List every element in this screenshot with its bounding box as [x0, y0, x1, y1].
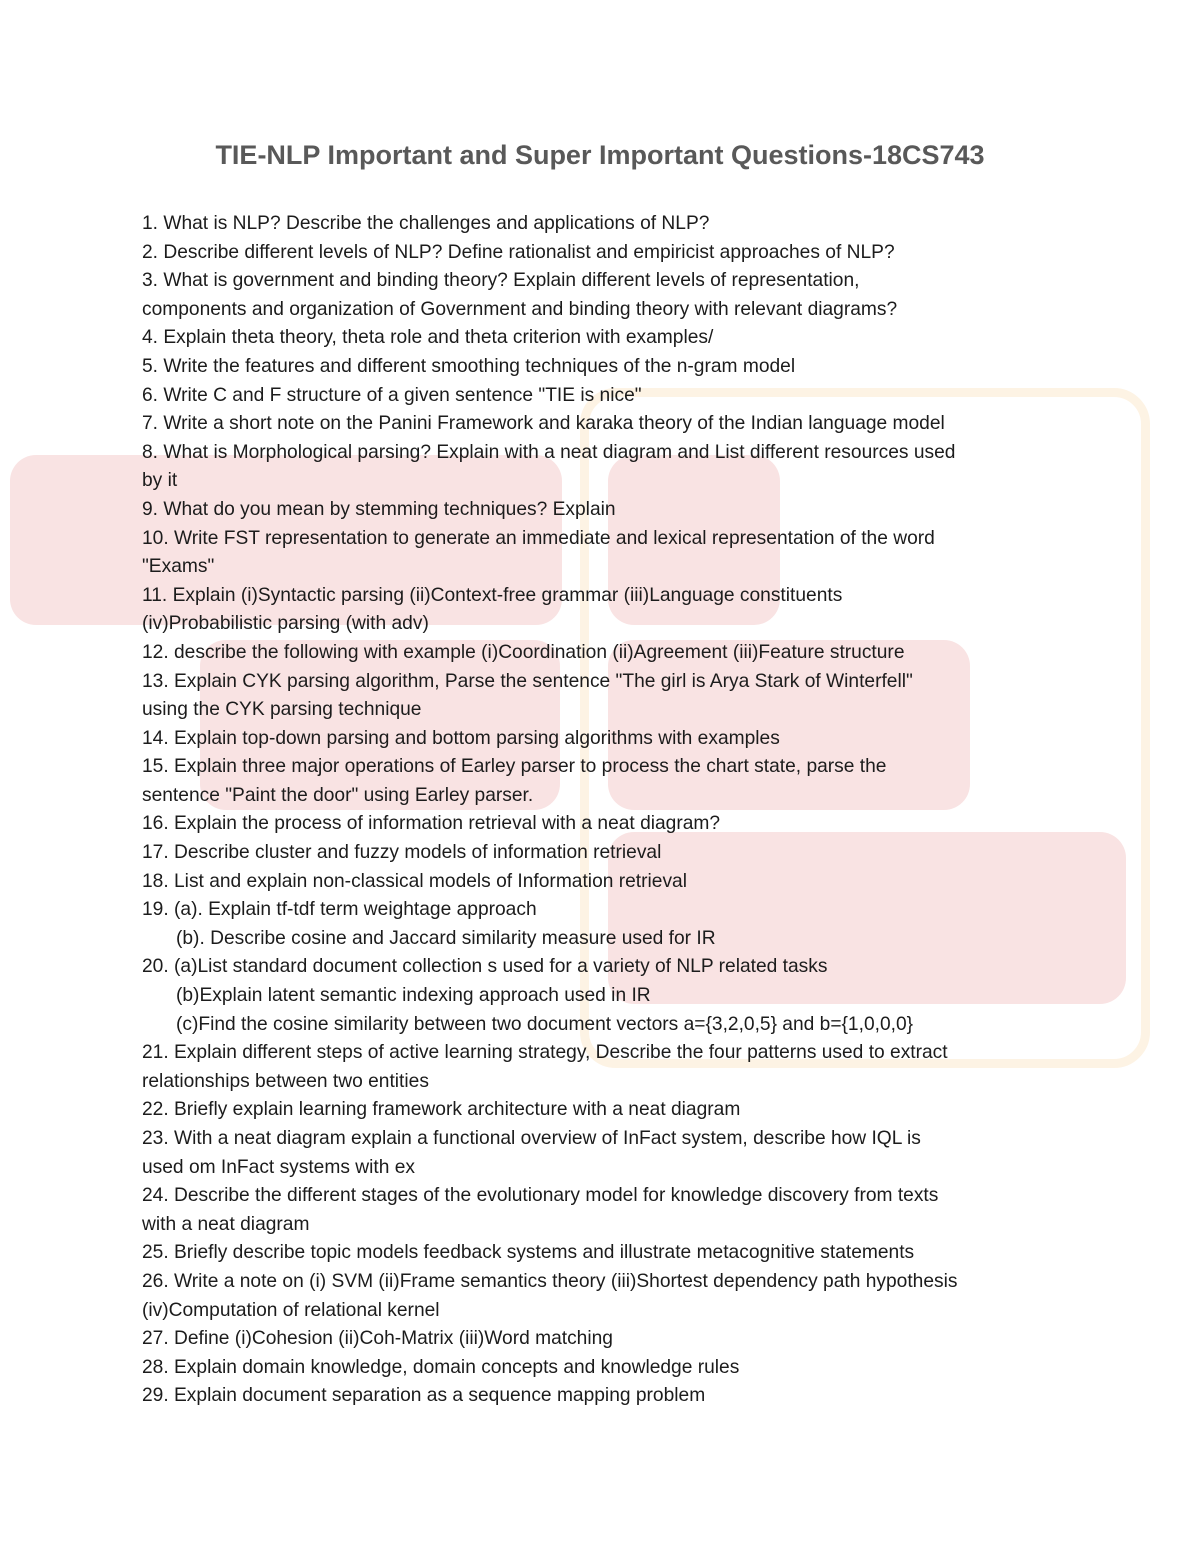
question-line: 28. Explain domain knowledge, domain concepts and knowledge rules — [142, 1356, 740, 1378]
question-line: 27. Define (i)Cohesion (ii)Coh-Matrix (iii)Word matching — [142, 1328, 613, 1350]
question-line: 2. Describe different levels of NLP? Define rationalist and empiricist approaches of NLP? — [142, 241, 895, 263]
question-line: with a neat diagram — [142, 1213, 310, 1235]
question-line: 3. What is government and binding theory? Explain different levels of representation, — [142, 270, 860, 292]
question-list — [142, 210, 1102, 1411]
question-line: 15. Explain three major operations of Earley parser to process the chart state, parse the — [142, 756, 887, 778]
page-title: TIE-NLP Important and Super Important Questions-18CS743 — [215, 140, 985, 170]
question-line: 4. Explain theta theory, theta role and theta criterion with examples/ — [142, 327, 714, 349]
question-line: 25. Briefly describe topic models feedback systems and illustrate metacognitive statements — [142, 1242, 915, 1264]
question-line: components and organization of Government and binding theory with relevant diagrams? — [142, 298, 898, 320]
question-line: 12. describe the following with example (i)Coordination (ii)Agreement (iii)Feature structure — [142, 641, 905, 663]
question-line: 11. Explain (i)Syntactic parsing (ii)Context-free grammar (iii)Language constituents — [142, 584, 843, 606]
question-line: "Exams" — [142, 556, 215, 578]
question-line: 23. With a neat diagram explain a functional overview of InFact system, describe how IQL is — [142, 1128, 921, 1149]
question-line: 10. Write FST representation to generate an immediate and lexical representation of the word — [142, 527, 935, 549]
question-line: 6. Write C and F structure of a given sentence "TIE is nice" — [142, 384, 642, 406]
question-line: 1. What is NLP? Describe the challenges and applications of NLP? — [142, 213, 710, 234]
question-line: (iv)Computation of relational kernel — [142, 1299, 440, 1321]
question-line: 17. Describe cluster and fuzzy models of information retrieval — [142, 842, 662, 864]
question-line: (iv)Probabilistic parsing (with adv) — [142, 613, 429, 635]
question-line: relationships between two entities — [142, 1070, 429, 1092]
question-line: 29. Explain document separation as a sequence mapping problem — [142, 1385, 706, 1407]
question-line: 22. Briefly explain learning framework architecture with a neat diagram — [142, 1099, 741, 1121]
question-line: by it — [142, 470, 178, 492]
question-line: 21. Explain different steps of active learning strategy, Describe the four patterns used to extract — [142, 1042, 948, 1064]
question-line: 19. (a). Explain tf-tdf term weightage approach — [142, 899, 537, 921]
question-line: 5. Write the features and different smoothing techniques of the n-gram model — [142, 355, 796, 377]
sub-question: (c)Find the cosine similarity between two document vectors a={3,2,0,5} and b={1,0,0,0} — [176, 1013, 914, 1035]
question-line: 8. What is Morphological parsing? Explain with a neat diagram and List different resources used — [142, 441, 956, 463]
question-line: 26. Write a note on (i) SVM (ii)Frame semantics theory (iii)Shortest dependency path hypothesis — [142, 1270, 958, 1292]
question-item: 20. (a)List standard document collection s used for a variety of NLP related tasks — [142, 956, 828, 978]
question-line: 13. Explain CYK parsing algorithm, Parse the sentence "The girl is Arya Stark of Winterfell" — [142, 670, 913, 692]
question-line: used om InFact systems with ex — [142, 1156, 415, 1178]
question-line: 16. Explain the process of information retrieval with a neat diagram? — [142, 813, 721, 835]
question-line: 7. Write a short note on the Panini Framework and karaka theory of the Indian language model — [142, 413, 945, 435]
question-line: 24. Describe the different stages of the evolutionary model for knowledge discovery from texts — [142, 1185, 939, 1207]
sub-question: (b)Explain latent semantic indexing approach used in IR — [176, 985, 651, 1007]
question-line: 14. Explain top-down parsing and bottom parsing algorithms with examples — [142, 727, 780, 749]
question-line: sentence "Paint the door" using Earley parser. — [142, 784, 534, 806]
sub-question: (b). Describe cosine and Jaccard similarity measure used for IR — [176, 927, 716, 949]
question-line: using the CYK parsing technique — [142, 699, 422, 721]
question-line: 18. List and explain non-classical models of Information retrieval — [142, 870, 687, 892]
question-line: 9. What do you mean by stemming techniques? Explain — [142, 498, 616, 520]
